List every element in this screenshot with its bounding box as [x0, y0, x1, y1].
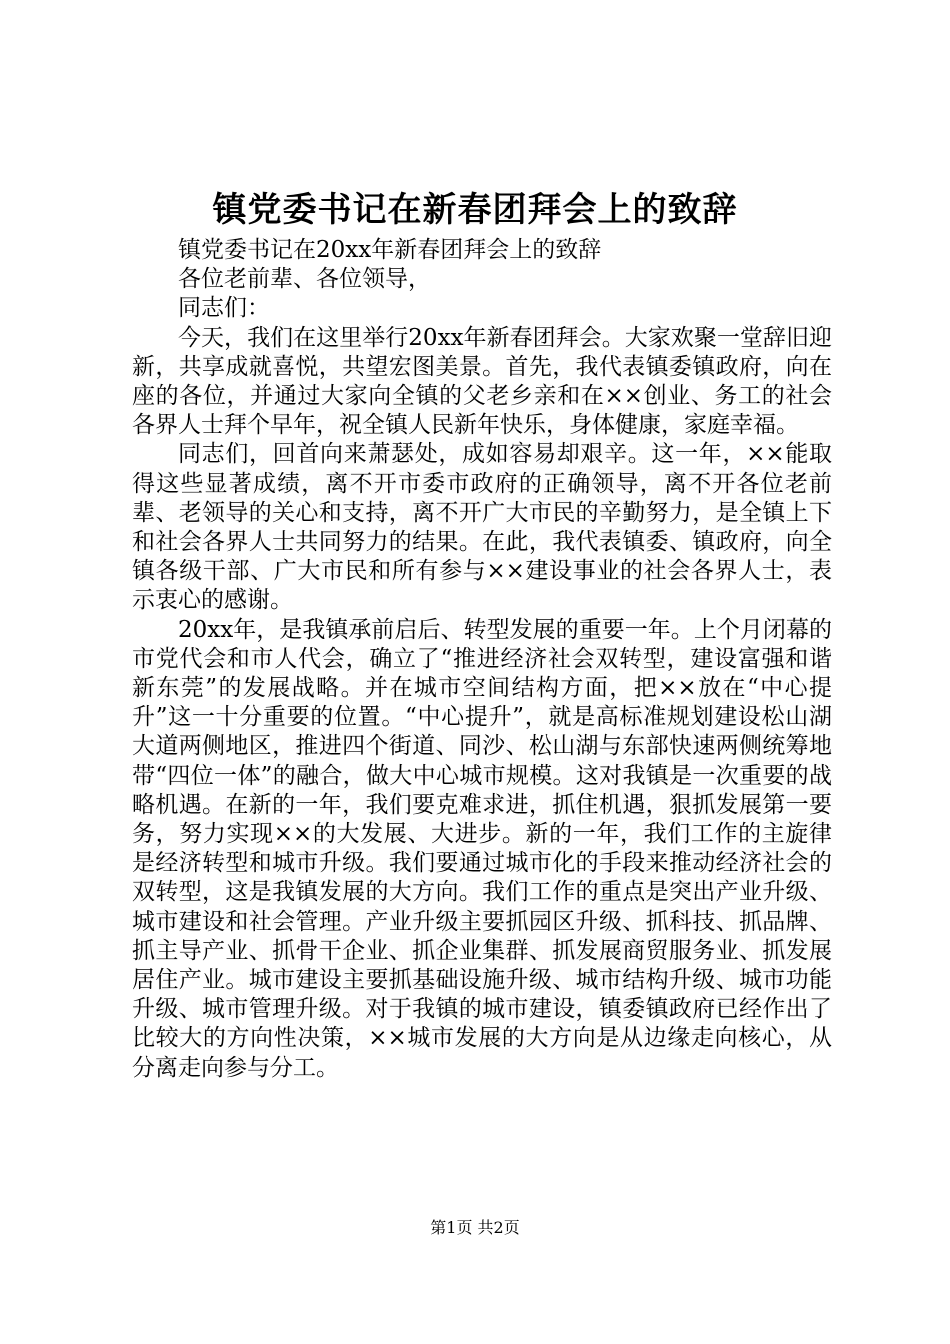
body-paragraph: 同志们，回首向来萧瑟处，成如容易却艰辛。这一年，××能取得这些显著成绩，离不开市委市政府的正确领导，离不开各位老前辈、老领导的关心和支持，离不开广大市民的辛勤努力，是全镇上下和社会各界人士共同努力的结果。在此，我代表镇委、镇政府，向全镇各级干部、广大市民和所有参与××建设事业的社会各界人士，表示衷心的感谢。: [132, 441, 832, 614]
body-paragraph: 今天，我们在这里举行20xx年新春团拜会。大家欢聚一堂辞旧迎新，共享成就喜悦，共望宏图美景。首先，我代表镇委镇政府，向在座的各位，并通过大家向全镇的父老乡亲和在××创业、务工的社会各界人士拜个早年，祝全镇人民新年快乐，身体健康，家庭幸福。: [132, 324, 832, 439]
document-body: [132, 236, 832, 1083]
body-paragraph: 20xx年，是我镇承前启后、转型发展的重要一年。上个月闭幕的市党代会和市人代会，确立了“推进经济社会双转型，建设富强和谐新东莞”的发展战略。并在城市空间结构方面，把××放在“中心提升”这一十分重要的位置。“中心提升”，就是高标准规划建设松山湖大道两侧地区，推进四个街道、同沙、松山湖与东部快速两侧统筹地带“四位一体”的融合，做大中心城市规模。这对我镇是一次重要的战略机遇。在新的一年，我们要克难求进，抓住机遇，狠抓发展第一要务，努力实现××的大发展、大进步。新的一年，我们工作的主旋律是经济转型和城市升级。我们要通过城市化的手段来推动经济社会的双转型，这是我镇发展的大方向。我们工作的重点是突出产业升级、城市建设和社会管理。产业升级主要抓园区升级、抓科技、抓品牌、抓主导产业、抓骨干企业、抓企业集群、抓发展商贸服务业、抓发展居住产业。城市建设主要抓基础设施升级、城市结构升级、城市功能升级、城市管理升级。对于我镇的城市建设，镇委镇政府已经作出了比较大的方向性决策，××城市发展的大方向是从边缘走向核心，从分离走向参与分工。: [132, 616, 832, 1081]
document-title: 镇党委书记在新春团拜会上的致辞: [212, 190, 738, 230]
page-number: 第1页 共2页: [430, 1218, 520, 1237]
salutation-paragraph: 各位老前辈、各位领导，: [178, 266, 431, 293]
salutation-paragraph: 同志们：: [178, 295, 270, 322]
subtitle-paragraph: 镇党委书记在20xx年新春团拜会上的致辞: [178, 237, 602, 263]
